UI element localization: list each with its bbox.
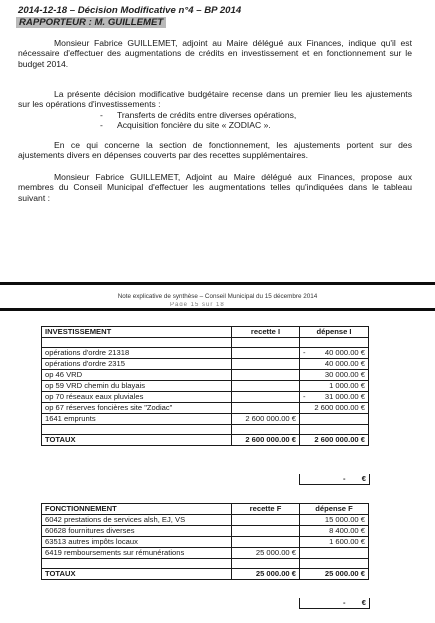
investissement-balance-cell [299, 474, 370, 485]
row-label: 1641 emprunts [42, 414, 232, 425]
recette-cell: 2 600 000.00 € [232, 414, 300, 425]
column-header: INVESTISSEMENT [42, 327, 232, 338]
column-header: dépense F [300, 504, 369, 515]
column-header: recette F [232, 504, 300, 515]
recette-cell [232, 381, 300, 392]
paragraph-3 [18, 140, 412, 161]
row-label: op 67 réserves foncières site "Zodiac" [42, 403, 232, 414]
table-row [42, 403, 369, 414]
recette-cell [232, 403, 300, 414]
recette-cell: 25 000.00 € [232, 548, 300, 559]
paragraph-2 [18, 89, 412, 110]
row-label: opérations d'ordre 21318 [42, 348, 232, 359]
table-row [42, 515, 369, 526]
row-label: op 70 réseaux eaux pluviales [42, 392, 232, 403]
depense-cell [300, 414, 369, 425]
minus-sign: - [343, 598, 346, 607]
totals-row [42, 569, 369, 580]
page-separator-bottom [0, 308, 435, 311]
row-label: opérations d'ordre 2315 [42, 359, 232, 370]
depense-value: 40 000.00 € [324, 359, 365, 368]
fonctionnement-table [41, 503, 369, 580]
depense-value: 31 000.00 € [324, 392, 365, 401]
row-label: 6419 remboursements sur rémunérations [42, 548, 232, 559]
table-row [42, 392, 369, 403]
paragraph-3-text: En ce qui concerne la section de fonctionnement, les ajustements portent sur des ajustements divers en dépenses couverts par des recettes supplémentaires. [18, 140, 412, 161]
fonctionnement-balance-cell [299, 598, 370, 609]
depense-cell [300, 403, 369, 414]
totals-label: TOTAUX [42, 569, 232, 580]
column-header: dépense I [300, 327, 369, 338]
row-label: 6042 prestations de services alsh, EJ, VS [42, 515, 232, 526]
minus-sign: - [343, 474, 346, 483]
recette-cell [232, 392, 300, 403]
paragraph-4-text: Monsieur Fabrice GUILLEMET, Adjoint au Maire délégué aux Finances, propose aux membres du Conseil Municipal d'effectuer les augmentations telles qu'indiquées dans le tableau suivant : [18, 172, 412, 203]
table-row [42, 414, 369, 425]
minus-sign: - [303, 392, 306, 401]
list-item: - Acquisition foncière du site « ZODIAC ». [100, 120, 296, 130]
recette-cell [232, 348, 300, 359]
table-row [42, 359, 369, 370]
recette-cell [232, 526, 300, 537]
depense-value: 2 600 000.00 € [314, 403, 365, 412]
table-row [42, 370, 369, 381]
footer-note: Note explicative de synthèse – Conseil Municipal du 15 décembre 2014 [117, 293, 318, 300]
table-header-row [42, 504, 369, 515]
totals-depense: 2 600 000.00 € [300, 435, 369, 446]
paragraph-2-text: La présente décision modificative budgétaire recense dans un premier lieu les ajustements sur les opérations d'investissements : [18, 89, 412, 110]
operations-list [100, 110, 296, 131]
rapporteur-label: RAPPORTEUR : M. GUILLEMET [16, 17, 166, 28]
depense-cell: 8 400.00 € [300, 526, 369, 537]
page-separator-top [0, 282, 435, 285]
row-label: 63513 autres impôts locaux [42, 537, 232, 548]
investissement-table [41, 326, 369, 446]
totals-depense: 25 000.00 € [300, 569, 369, 580]
depense-value: 30 000.00 € [324, 370, 365, 379]
column-header: recette I [232, 327, 300, 338]
depense-cell [300, 370, 369, 381]
page-number-fragment: Page 15 sur 18 [170, 302, 225, 306]
table-row [42, 425, 369, 435]
depense-cell [300, 359, 369, 370]
table-row [42, 526, 369, 537]
table-row [42, 548, 369, 559]
depense-cell: 15 000.00 € [300, 515, 369, 526]
row-label: 60628 fournitures diverses [42, 526, 232, 537]
document-title: 2014-12-18 – Décision Modificative n°4 – BP 2014 [18, 5, 242, 16]
minus-sign: - [303, 348, 306, 357]
table-row [42, 559, 369, 569]
recette-cell [232, 370, 300, 381]
table-row [42, 338, 369, 348]
depense-value: 40 000.00 € [324, 348, 365, 357]
recette-cell [232, 537, 300, 548]
column-header: FONCTIONNEMENT [42, 504, 232, 515]
totals-label: TOTAUX [42, 435, 232, 446]
recette-cell [232, 359, 300, 370]
depense-cell [300, 548, 369, 559]
paragraph-1-text: Monsieur Fabrice GUILLEMET, adjoint au Maire délégué aux Finances, indique qu'il est nécessaire d'effectuer des augmentations de crédits en investissement et en fonctionnement sur le budget 2014. [18, 38, 412, 69]
table-row [42, 537, 369, 548]
row-label: op 59 VRD chemin du blayais [42, 381, 232, 392]
totals-recette: 25 000.00 € [232, 569, 300, 580]
table-header-row [42, 327, 369, 338]
paragraph-4 [18, 172, 412, 203]
recette-cell [232, 515, 300, 526]
table-row [42, 348, 369, 359]
depense-cell [300, 381, 369, 392]
totals-recette: 2 600 000.00 € [232, 435, 300, 446]
depense-cell: 1 600.00 € [300, 537, 369, 548]
depense-cell [300, 348, 369, 359]
paragraph-1 [18, 38, 412, 69]
row-label: op 46 VRD [42, 370, 232, 381]
euro-sign: € [361, 598, 366, 607]
list-item: - Transferts de crédits entre diverses opérations, [100, 110, 296, 120]
totals-row [42, 435, 369, 446]
depense-value: 1 000.00 € [329, 381, 365, 390]
euro-sign: € [361, 474, 366, 483]
table-row [42, 381, 369, 392]
depense-cell [300, 392, 369, 403]
